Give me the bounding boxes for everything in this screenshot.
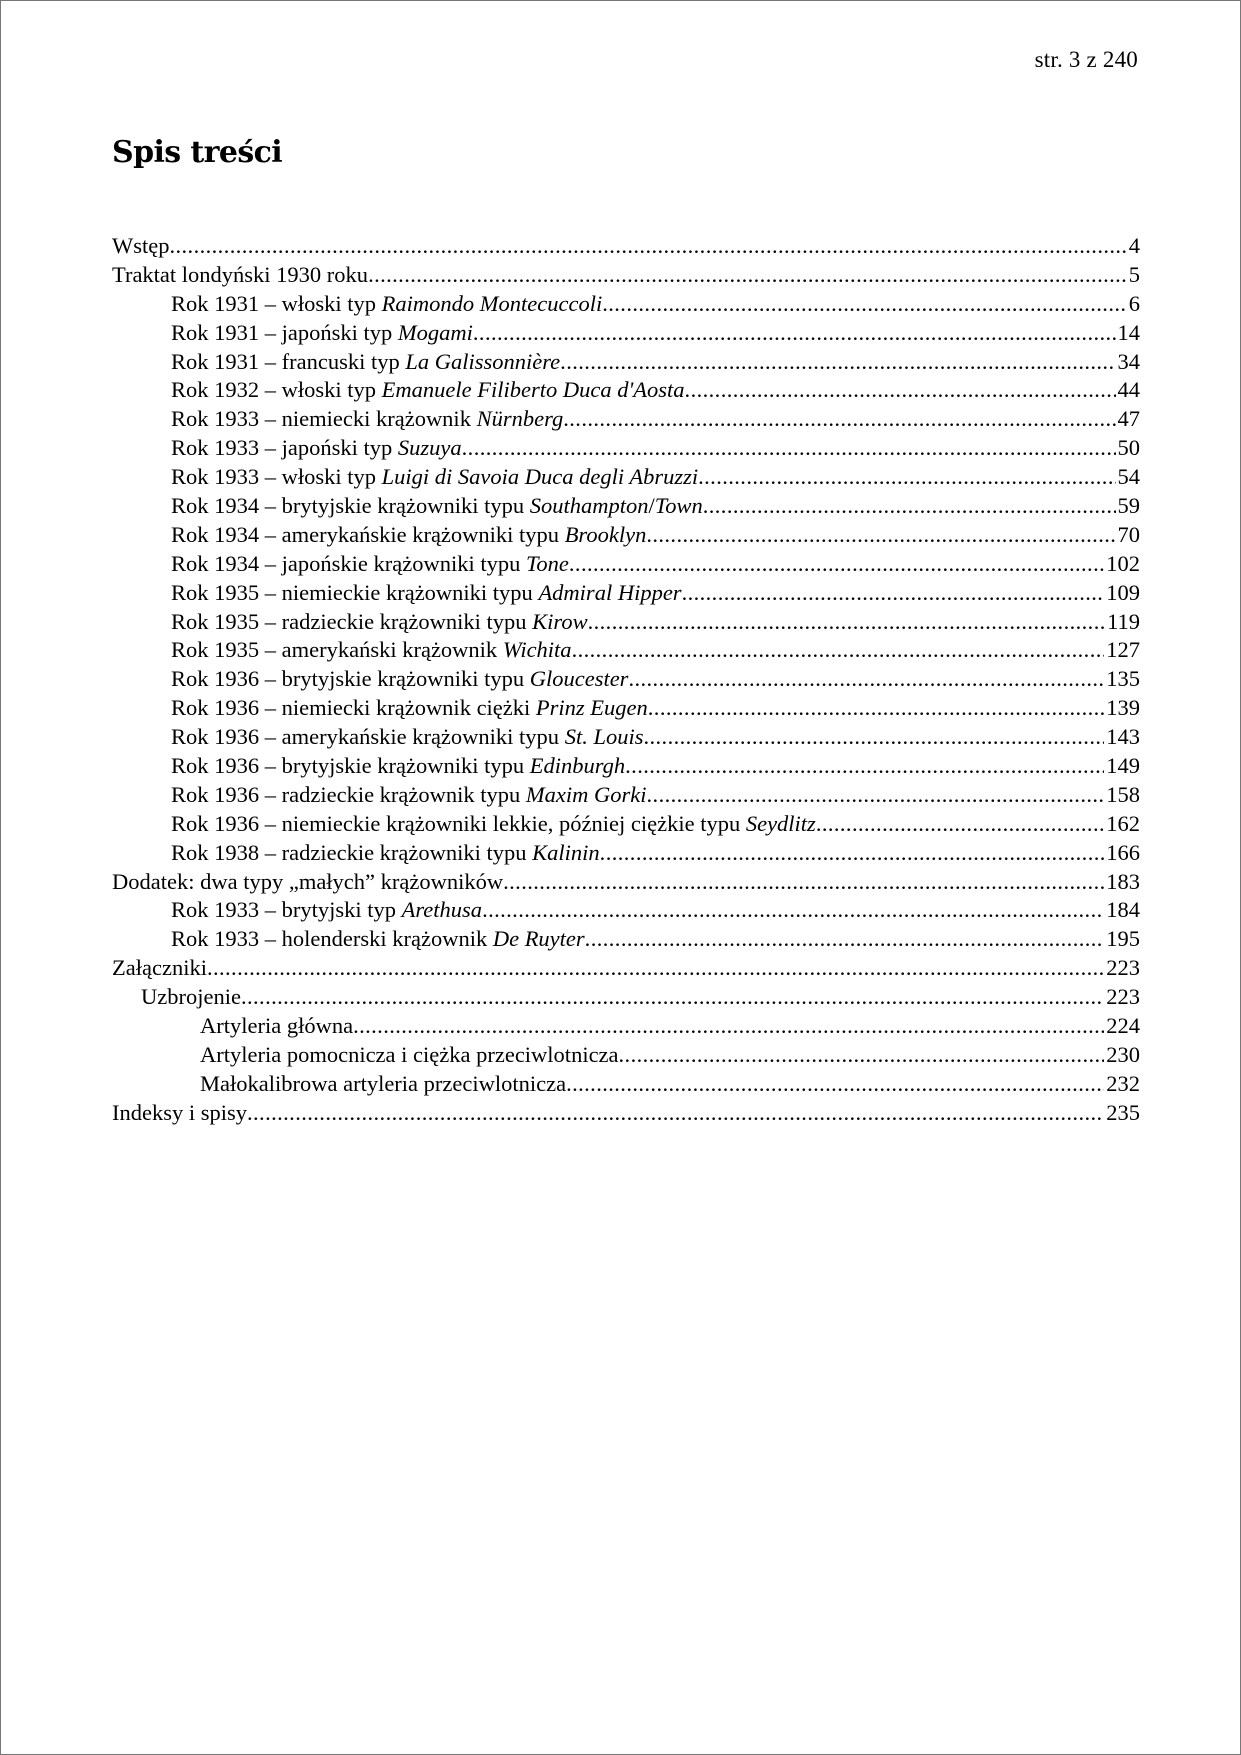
toc-entry-title-text: Załączniki: [112, 955, 207, 981]
toc-entry-page-number: 135: [1106, 666, 1140, 692]
toc-entry-title: [171, 839, 600, 868]
toc-entry-title: [112, 261, 368, 290]
toc-entry-title-text: Rok 1938 – radzieckie krążowniki typu: [171, 839, 533, 865]
dot-leader: [247, 1099, 1104, 1128]
toc-entry-ship-name: La Galissonnière: [405, 348, 561, 374]
dot-leader: [698, 463, 1115, 492]
toc-entry-title-text: Rok 1935 – niemieckie krążowniki typu: [171, 579, 539, 605]
toc-entry-title: [171, 434, 462, 463]
toc-entry-page-number: 59: [1117, 493, 1140, 519]
toc-entry-title-text: Rok 1936 – niemiecki krążownik ciężki: [171, 695, 536, 721]
toc-entry-page-number: 34: [1117, 348, 1140, 374]
toc-entry-page-number: 5: [1128, 261, 1140, 287]
toc-entry-ship-name: Kalinin: [532, 839, 600, 865]
toc-entry[interactable]: [112, 1070, 1140, 1099]
toc-entry[interactable]: [112, 290, 1140, 319]
toc-entry-title-text: Rok 1934 – japońskie krążowniki typu: [171, 550, 526, 576]
dot-leader: [566, 1070, 1104, 1099]
dot-leader: [482, 896, 1104, 925]
toc-entry[interactable]: [112, 232, 1140, 261]
dot-leader: [816, 810, 1104, 839]
toc-entry-ship-name: Southampton: [529, 493, 649, 519]
toc-entry-title: [200, 1012, 353, 1041]
toc-entry-title-text: Małokalibrowa artyleria przeciwlotnicza: [200, 1070, 567, 1096]
toc-entry-page-number: 184: [1106, 897, 1140, 923]
toc-entry-title: [171, 636, 572, 665]
toc-entry[interactable]: [112, 781, 1140, 810]
dot-leader: [628, 665, 1104, 694]
toc-entry-title-text: Rok 1936 – radzieckie krążownik typu: [171, 781, 526, 807]
toc-entry-page-number: 6: [1128, 290, 1140, 316]
toc-entry-title: [171, 781, 647, 810]
toc-entry[interactable]: [112, 521, 1140, 550]
toc-entry-title: [171, 694, 648, 723]
toc-entry-title: [171, 319, 473, 348]
toc-entry-page-number: 47: [1117, 406, 1140, 432]
toc-entry-ship-name: St. Louis: [564, 724, 644, 750]
toc-entry[interactable]: [112, 376, 1140, 405]
toc-entry-page-number: 54: [1117, 464, 1140, 490]
toc-entry-ship-name: Nürnberg: [476, 406, 564, 432]
toc-entry-page-number: 109: [1106, 579, 1140, 605]
toc-entry[interactable]: [112, 810, 1140, 839]
dot-leader: [241, 983, 1104, 1012]
dot-leader: [588, 608, 1105, 637]
toc-entry[interactable]: [112, 665, 1140, 694]
dot-leader: [646, 521, 1115, 550]
toc-entry-title-text: Rok 1936 – brytyjskie krążowniki typu: [171, 753, 530, 779]
table-of-contents: [112, 232, 1140, 1128]
toc-entry[interactable]: [112, 868, 1140, 897]
toc-entry-page-number: 102: [1106, 550, 1140, 576]
toc-entry-page-number: 235: [1106, 1099, 1140, 1125]
toc-entry[interactable]: [112, 636, 1140, 665]
toc-entry-page-number: 50: [1117, 435, 1140, 461]
dot-leader: [572, 636, 1105, 665]
toc-entry-ship-name: Admiral Hipper: [538, 579, 682, 605]
toc-entry-ship-name: Seydlitz: [745, 810, 816, 836]
toc-entry[interactable]: [112, 694, 1140, 723]
toc-entry-title-text: Dodatek: dwa typy „małych” krążowników: [112, 868, 504, 894]
toc-entry[interactable]: [112, 896, 1140, 925]
dot-leader: [600, 839, 1105, 868]
dot-leader: [585, 925, 1105, 954]
toc-entry-title: [171, 290, 602, 319]
toc-entry[interactable]: [112, 954, 1140, 983]
toc-entry-ship-name: Prinz Eugen: [535, 695, 648, 721]
toc-entry-title-text: Rok 1936 – amerykańskie krążowniki typu: [171, 724, 565, 750]
toc-entry[interactable]: [112, 925, 1140, 954]
toc-entry-ship-name: Town: [654, 493, 703, 519]
toc-entry-page-number: 70: [1117, 521, 1140, 547]
toc-entry-title-text: Wstęp: [112, 233, 170, 258]
dot-leader: [353, 1012, 1104, 1041]
dot-leader: [368, 261, 1127, 290]
toc-entry-ship-name: Gloucester: [529, 666, 629, 692]
dot-leader: [569, 550, 1104, 579]
dot-leader: [619, 1041, 1105, 1070]
toc-entry-title-text: Uzbrojenie: [141, 984, 241, 1010]
toc-entry-title: [171, 608, 588, 637]
toc-entry-title-text: Rok 1935 – radzieckie krążowniki typu: [171, 608, 533, 634]
toc-entry-page-number: 149: [1106, 753, 1140, 779]
toc-entry-ship-name: De Ruyter: [492, 926, 585, 952]
toc-entry-ship-name: Luigi di Savoia Duca degli Abruzzi: [381, 464, 699, 490]
dot-leader: [703, 492, 1116, 521]
toc-entry-title: [112, 1099, 247, 1128]
toc-entry-ship-name: Emanuele Filiberto Duca d'Aosta: [381, 377, 685, 403]
toc-entry-title: [171, 810, 816, 839]
toc-entry[interactable]: [112, 463, 1140, 492]
toc-entry-page-number: 158: [1106, 781, 1140, 807]
toc-entry-title: [171, 492, 703, 521]
toc-entry-title-text: Rok 1931 – francuski typ: [171, 348, 406, 374]
toc-entry-page-number: 4: [1128, 233, 1140, 258]
toc-entry-title-text: Rok 1934 – amerykańskie krążowniki typu: [171, 521, 565, 547]
toc-entry-ship-name: Edinburgh: [529, 753, 626, 779]
toc-entry[interactable]: [112, 579, 1140, 608]
toc-entry-title: [171, 376, 685, 405]
toc-entry-title-text: Rok 1931 – japoński typ: [171, 319, 398, 345]
toc-entry[interactable]: [112, 1099, 1140, 1128]
toc-entry[interactable]: [112, 492, 1140, 521]
toc-entry-separator: /: [648, 493, 655, 519]
toc-entry-title: [171, 752, 625, 781]
toc-entry-page-number: 14: [1117, 319, 1140, 345]
toc-entry-title: [200, 1070, 566, 1099]
toc-entry-title-text: Traktat londyński 1930 roku: [112, 261, 369, 287]
toc-entry-title: [112, 868, 503, 897]
dot-leader: [169, 232, 1126, 261]
dot-leader: [602, 290, 1127, 319]
toc-entry[interactable]: [112, 983, 1140, 1012]
dot-leader: [625, 752, 1104, 781]
toc-entry-title: [200, 1041, 619, 1070]
toc-entry[interactable]: [112, 608, 1140, 637]
page-title: Spis treści: [112, 135, 283, 170]
toc-entry-title-text: Rok 1933 – niemiecki krążownik: [171, 406, 477, 432]
toc-entry[interactable]: [112, 405, 1140, 434]
toc-entry-ship-name: Arethusa: [401, 897, 483, 923]
toc-entry-title-text: Rok 1932 – włoski typ: [171, 377, 382, 403]
toc-entry[interactable]: [112, 348, 1140, 377]
toc-entry-title-text: Artyleria główna: [200, 1013, 354, 1039]
toc-entry[interactable]: [112, 550, 1140, 579]
toc-entry-page-number: 224: [1106, 1013, 1140, 1039]
toc-entry-title: [171, 579, 682, 608]
toc-entry-ship-name: Kirow: [532, 608, 588, 634]
toc-entry-title: [112, 232, 169, 261]
toc-entry-page-number: 143: [1106, 724, 1140, 750]
toc-entry-page-number: 44: [1117, 377, 1140, 403]
toc-entry[interactable]: [112, 839, 1140, 868]
toc-entry-page-number: 119: [1107, 608, 1140, 634]
toc-entry-ship-name: Brooklyn: [564, 521, 647, 547]
toc-entry-page-number: 183: [1106, 868, 1140, 894]
toc-entry-page-number: 127: [1106, 637, 1140, 663]
dot-leader: [685, 376, 1116, 405]
toc-entry-title-text: Artyleria pomocnicza i ciężka przeciwlotnicza: [200, 1041, 619, 1067]
dot-leader: [462, 434, 1116, 463]
toc-entry-title: [171, 348, 560, 377]
toc-entry-page-number: 166: [1106, 839, 1140, 865]
toc-entry-page-number: 195: [1106, 926, 1140, 952]
toc-entry[interactable]: [112, 1012, 1140, 1041]
toc-entry-title: [171, 896, 482, 925]
toc-entry-title: [171, 723, 643, 752]
toc-entry-ship-name: Raimondo Montecuccoli: [381, 290, 603, 316]
toc-entry-page-number: 232: [1106, 1070, 1140, 1096]
toc-entry-title: [171, 550, 569, 579]
toc-entry[interactable]: [112, 319, 1140, 348]
toc-entry-title: [171, 665, 628, 694]
toc-entry-title-text: Rok 1933 – japoński typ: [171, 435, 398, 461]
toc-entry-title-text: Rok 1933 – holenderski krążownik: [171, 926, 493, 952]
toc-entry-title: [141, 983, 241, 1012]
toc-entry-title-text: Indeksy i spisy: [112, 1099, 247, 1125]
toc-entry-title: [171, 925, 585, 954]
toc-entry[interactable]: [112, 752, 1140, 781]
toc-entry-ship-name: Mogami: [397, 319, 473, 345]
toc-entry-title-text: Rok 1934 – brytyjskie krążowniki typu: [171, 493, 530, 519]
page-number: str. 3 z 240: [1034, 47, 1138, 72]
toc-entry-title: [112, 954, 207, 983]
dot-leader: [560, 348, 1115, 377]
dot-leader: [563, 405, 1115, 434]
toc-entry-title: [171, 405, 563, 434]
dot-leader: [643, 723, 1104, 752]
toc-entry-title-text: Rok 1935 – amerykański krążownik: [171, 637, 503, 663]
dot-leader: [473, 319, 1116, 348]
toc-entry-page-number: 162: [1106, 810, 1140, 836]
toc-entry-title: [171, 463, 698, 492]
toc-entry-page-number: 230: [1106, 1041, 1140, 1067]
toc-entry-ship-name: Wichita: [502, 637, 572, 663]
dot-leader: [207, 954, 1104, 983]
toc-entry-title-text: Rok 1936 – brytyjskie krążowniki typu: [171, 666, 530, 692]
toc-entry-title-text: Rok 1931 – włoski typ: [171, 290, 382, 316]
toc-entry[interactable]: [112, 1041, 1140, 1070]
toc-entry-page-number: 223: [1106, 984, 1140, 1010]
toc-entry[interactable]: [112, 261, 1140, 290]
dot-leader: [682, 579, 1105, 608]
toc-entry-title-text: Rok 1933 – brytyjski typ: [171, 897, 402, 923]
toc-entry[interactable]: [112, 434, 1140, 463]
toc-entry-title-text: Rok 1936 – niemieckie krążowniki lekkie, później ciężkie typu: [171, 810, 746, 836]
toc-entry[interactable]: [112, 723, 1140, 752]
dot-leader: [647, 781, 1105, 810]
toc-entry-title: [171, 521, 646, 550]
toc-entry-page-number: 223: [1106, 955, 1140, 981]
toc-entry-ship-name: Suzuya: [397, 435, 462, 461]
toc-entry-page-number: 139: [1106, 695, 1140, 721]
toc-entry-ship-name: Maxim Gorki: [525, 781, 647, 807]
dot-leader: [503, 868, 1104, 897]
dot-leader: [648, 694, 1104, 723]
toc-entry-ship-name: Tone: [525, 550, 569, 576]
toc-entry-title-text: Rok 1933 – włoski typ: [171, 464, 382, 490]
